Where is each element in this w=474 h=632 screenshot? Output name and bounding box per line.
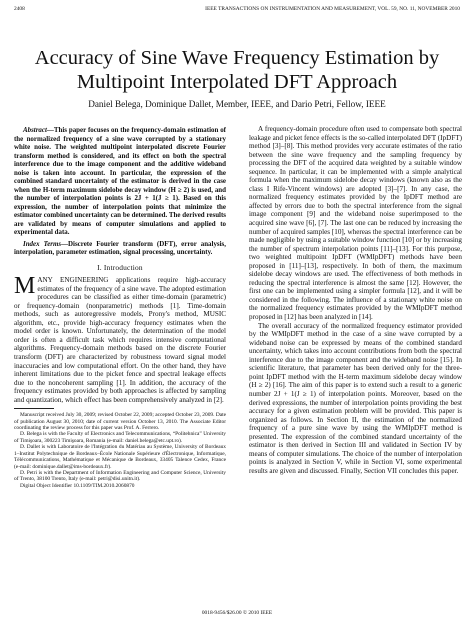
introduction-paragraph: [14, 273, 226, 404]
left-column: [14, 126, 226, 489]
index-terms: [14, 240, 226, 257]
right-column: [249, 125, 462, 475]
footnote-manuscript: Manuscript received July 30, 2009; revised October 22, 2009; accepted October 23, 2009. Date of publication August 30, 2010; date of current version October 13, 2010. The Associate Editor coordinating the review process for this paper was Prof. A. Ferrero.: [14, 412, 226, 432]
footnote-rule: [14, 408, 54, 409]
abstract: [14, 126, 226, 237]
journal-name: IEEE TRANSACTIONS ON INSTRUMENTATION AND MEASUREMENT, VOL. 59, NO. 11, NOVEMBER 2010: [205, 6, 460, 12]
section-heading: I. Introduction: [97, 262, 143, 272]
abstract-lead: Abstract: [23, 126, 47, 134]
page-number: 2408: [14, 6, 25, 12]
body-paragraph: The overall accuracy of the normalized frequency estimator provided by the WMIpDFT method in the case of a sine wave corrupted by a wideband noise can be expressed by means of the combined standard uncertainty, which takes into account contributions from both the spectral interference due to the image component and the wideband noise [15]. In scientific literature, that parameter has been derived only for the three-point IpDFT method with the H-term maximum sidelobe decay window (H ≥ 2) [16]. The aim of this paper is to extend such a result to a generic number 2J + 1(J ≥ 1) of interpolation points. Moreover, based on the derived expressions, the number of interpolation points providing the best accuracy for a given estimation problem will be provided. This paper is organized as follows. In Section II, the estimation of the normalized frequency of a pure sine wave by using the WMIpDFT method is presented. The expression of the combined standard uncertainty of the estimator is then derived in Section III and validated in Section IV by means of computer simulations. The choice of the number of interpolation points is analyzed in Section V, while in Section VI, some experimental results are given and discussed. Finally, Section VII concludes this paper.: [249, 321, 462, 475]
abstract-text: —This paper focuses on the frequency-domain estimation of the normalized frequency of a sine wave corrupted by a stationary white noise. The weighted multipoint interpolated discrete Fourier transform method is considered, and its effect on both the spectral interference due to the image component and the additive wideband noise is taken into account. In particular, the expression of the combined standard uncertainty of the estimator is derived in the case when the H-term maximum sidelobe decay window (H ≥ 2) is used, and the number of interpolation points is 2J + 1(J ≥ 1). Based on this expression, the number of interpolation points that minimize the estimator combined uncertainty can be determined. The derived results are validated by means of computer simulations and applied to experimental data.: [14, 126, 226, 236]
body-paragraph: A frequency-domain procedure often used to compensate both spectral leakage and picket fence effects is the so-called interpolated DFT (IpDFT) method [3]–[8]. This method provides very accurate estimates of the ratio between the sine wave frequency and the sampling frequency by processing the DFT of the acquired data weighted by a suitable window sequence. In particular, it can be implemented with a simple analytical formula when the maximum sidelobe decay windows (known also as the class I Rife-Vincent windows) are adopted [3]–[7]. In any case, the normalized frequency estimates provided by the IpDFT method are affected by errors due to both the spectral interference from the signal image component [9] and the wideband noise superimposed to the acquired sine wave [6], [7]. The last one can be reduced by increasing the number of acquired samples [10], whereas the spectral interference can be made negligible by using a suitable window function [10] or by increasing the number of spectrum interpolation points [11]–[13]. For this purpose, two weighted multipoint IpDFT (WMIpDFT) methods have been proposed in [11]–[13], respectively. In both of them, the maximum sidelobe decay windows are used. The effectiveness of both methods in reducing the spectral interference is almost the same [12]. However, the first one can be implemented using a simpler formula [12], and it will be considered in the following. The influence of a stationary white noise on the normalized frequency estimates provided by the WMIpDFT method proposed in [12] has been analyzed in [14].: [249, 125, 462, 322]
footnote-dallet: D. Dallet is with Laboratoire de l'Intégration du Matériau au Système, University of Bordeaux 1–Institut Polytechnique de Bordeaux–École Nationale Supérieure d'Électronique, Informatique, Télécommunications, Mathématique et Mécanique de Bordeaux, 33405 Talence Cedex, France (e-mail: dominique.dallet@ims-bordeaux.fr).: [14, 444, 226, 470]
footnotes: [14, 412, 226, 489]
drop-cap: M: [14, 273, 36, 300]
footnote-doi: Digital Object Identifier 10.1109/TIM.2010.2060870: [20, 482, 135, 489]
footnote-belega: D. Belega is with the Faculty of Electronics and Telecommunications, “Politehnica” University of Timişoara, 300223 Timişoara, Romania (e-mail: daniel.belega@etc.upt.ro).: [14, 431, 226, 444]
index-terms-lead: Index Terms: [23, 239, 62, 248]
author-list: Daniel Belega, Dominique Dallet, Member, IEEE, and Dario Petri, Fellow, IEEE: [88, 99, 386, 109]
footnote-petri: D. Petri is with the Department of Information Engineering and Computer Science, University of Trento, 38100 Trento, Italy (e-mail: petri@disi.unitn.it).: [14, 469, 226, 483]
copyright-footer: 0018-9456/$26.00 © 2010 IEEE: [201, 610, 273, 616]
paper-title: Accuracy of Sine Wave Frequency Estimation by Multipoint Interpolated DFT Approach: [34, 47, 440, 93]
index-terms-text: —Discrete Fourier transform (DFT), error analysis, interpolation, parameter estimation, signal processing, uncertainty.: [14, 239, 226, 256]
intro-text: ANY ENGINEERING applications require high-accuracy estimates of the frequency of a sine wave. The adopted estimation procedures can be classified as either time-domain (parametric) or frequency-domain (nonparametric) methods [1]. Time-domain methods, such as autoregressive models, Prony's method, MUSIC algorithm, etc., provide high-accuracy frequency estimates when the model order is known. Unfortunately, the determination of the model order is often a difficult task which requires intensive computational algorithms. Frequency-domain methods based on the discrete Fourier transform (DFT) are characterized by robustness toward signal model inaccuracies and low computational effort. On the other hand, they have inherent limitations due to the picket fence and spectral leakage effects due to the noncoherent sampling [1]. In addition, the accuracy of the frequency estimates provided by both approaches is affected by sampling and quantization, which effect has been comprehensively analyzed in [2].: [14, 276, 226, 404]
